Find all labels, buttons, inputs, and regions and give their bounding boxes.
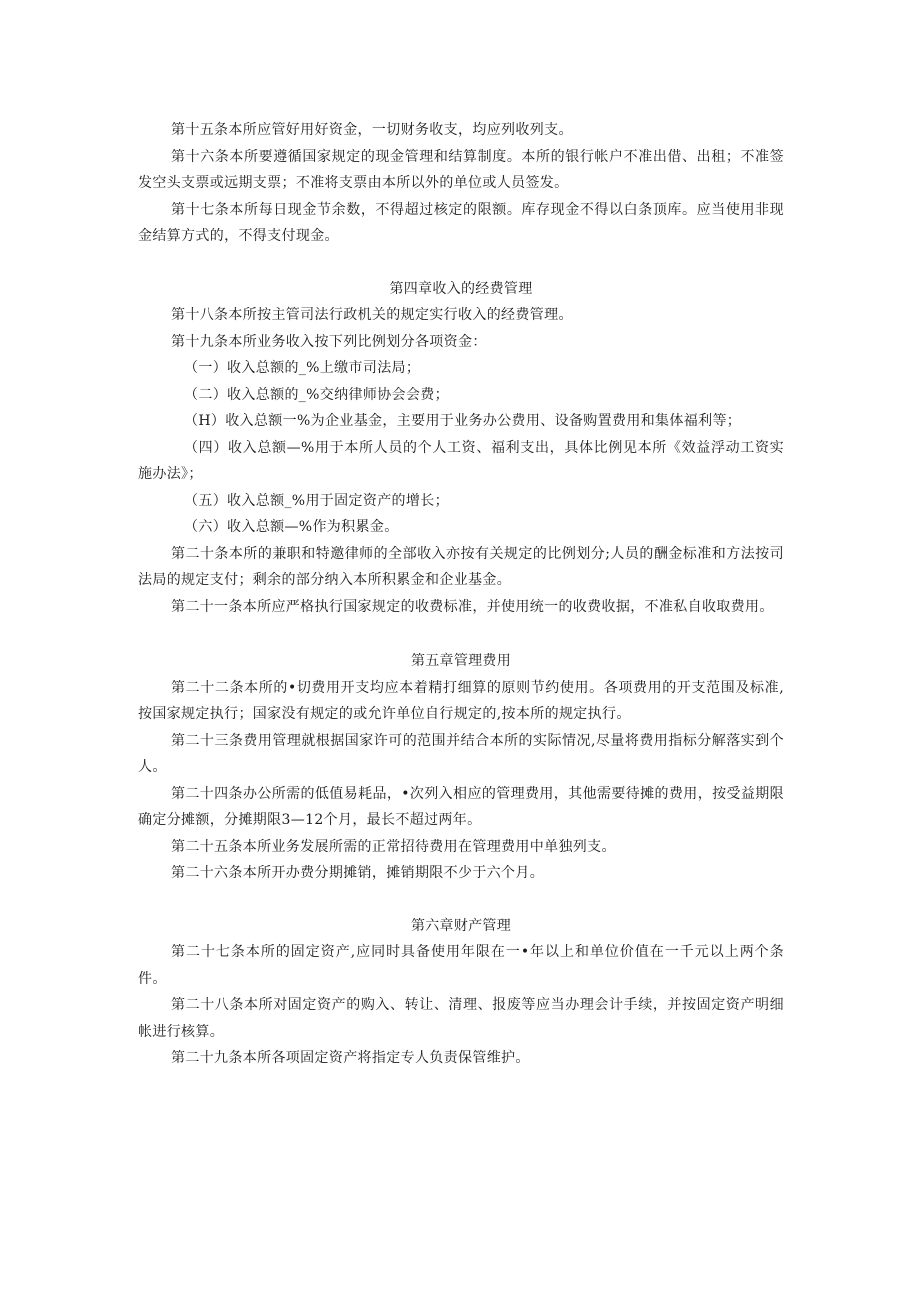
- article-29: 第二十九条本所各项固定资产将指定专人负责保管维护。: [171, 1050, 530, 1066]
- article-20: 第二十条本所的兼职和特邀律师的全部收入亦按有关规定的比例划分;人员的酬金标准和方法按司法局的规定支付；剩余的部分纳入本所积累金和企业基金。: [138, 545, 784, 588]
- article-21: 第二十一条本所应严格执行国家规定的收费标准，并使用统一的收费收据，不准私自收取费用。: [171, 598, 774, 615]
- article-27: 第二十七条本所的固定资产,应同时具备使用年限在一•年以上和单位价值在一千元以上两个条件。: [138, 944, 784, 987]
- article-23: 第二十三条费用管理就根据国家许可的范围并结合本所的实际情况,尽量将费用指标分解落实到个人。: [138, 732, 784, 775]
- fund-item: （H）收入总额一%为企业基金，主要用于业务办公费用、设备购置费用和集体福利等；: [184, 413, 742, 429]
- article-24: 第二十四条办公所需的低值易耗品，•次列入相应的管理费用，其他需要待摊的费用，按受益期限确定分摊额，分摊期限3—12个月，最长不超过两年。: [138, 785, 784, 828]
- fund-item: （五）收入总额_%用于固定资产的增长；: [184, 492, 449, 509]
- article-19: 第十九条本所业务收入按下列比例划分各项资金：: [171, 333, 487, 350]
- document-body: [138, 117, 784, 1072]
- fund-item: （一）收入总额的_%上缴市司法局；: [184, 360, 421, 376]
- chapter-6-title: 第六章财产管理: [410, 917, 512, 934]
- chapter-5-title: 第五章管理费用: [410, 653, 512, 669]
- article-16: 第十六条本所要遵循国家规定的现金管理和结算制度。本所的银行帐户不准出借、出租；不准签发空头支票或远期支票；不准将支票由本所以外的单位或人员签发。: [138, 148, 784, 191]
- chapter-4-title: 第四章收入的经费管理: [389, 280, 533, 297]
- article-28: 第二十八条本所对固定资产的购入、转让、清理、报废等应当办理会计手续，并按固定资产明细帐进行核算。: [138, 997, 784, 1040]
- fund-item: （四）收入总额—%用于本所人员的个人工资、福利支出，具体比例见本所《效益浮动工资实施办法》；: [138, 439, 784, 482]
- article-22: 第二十二条本所的•切费用开支均应本着精打细算的原则节约使用。各项费用的开支范围及标准,按国家规定执行；国家没有规定的或允许单位自行规定的,按本所的规定执行。: [138, 679, 784, 722]
- article-25: 第二十五条本所业务发展所需的正常招待费用在管理费用中单独列支。: [171, 838, 616, 855]
- article-26: 第二十六条本所开办费分期摊销，摊销期限不少于六个月。: [171, 865, 545, 881]
- article-18: 第十八条本所按主管司法行政机关的规定实行收入的经费管理。: [171, 307, 573, 323]
- article-15: 第十五条本所应管好用好资金，一切财务收支，均应列收列支。: [171, 122, 573, 138]
- fund-item: （二）收入总额的_%交纳律师协会会费；: [184, 386, 449, 403]
- fund-item: （六）收入总额—%作为积累金。: [184, 519, 399, 535]
- article-17: 第十七条本所每日现金节余数，不得超过核定的限额。库存现金不得以白条顶库。应当使用非现金结算方式的，不得支付现金。: [138, 201, 784, 244]
